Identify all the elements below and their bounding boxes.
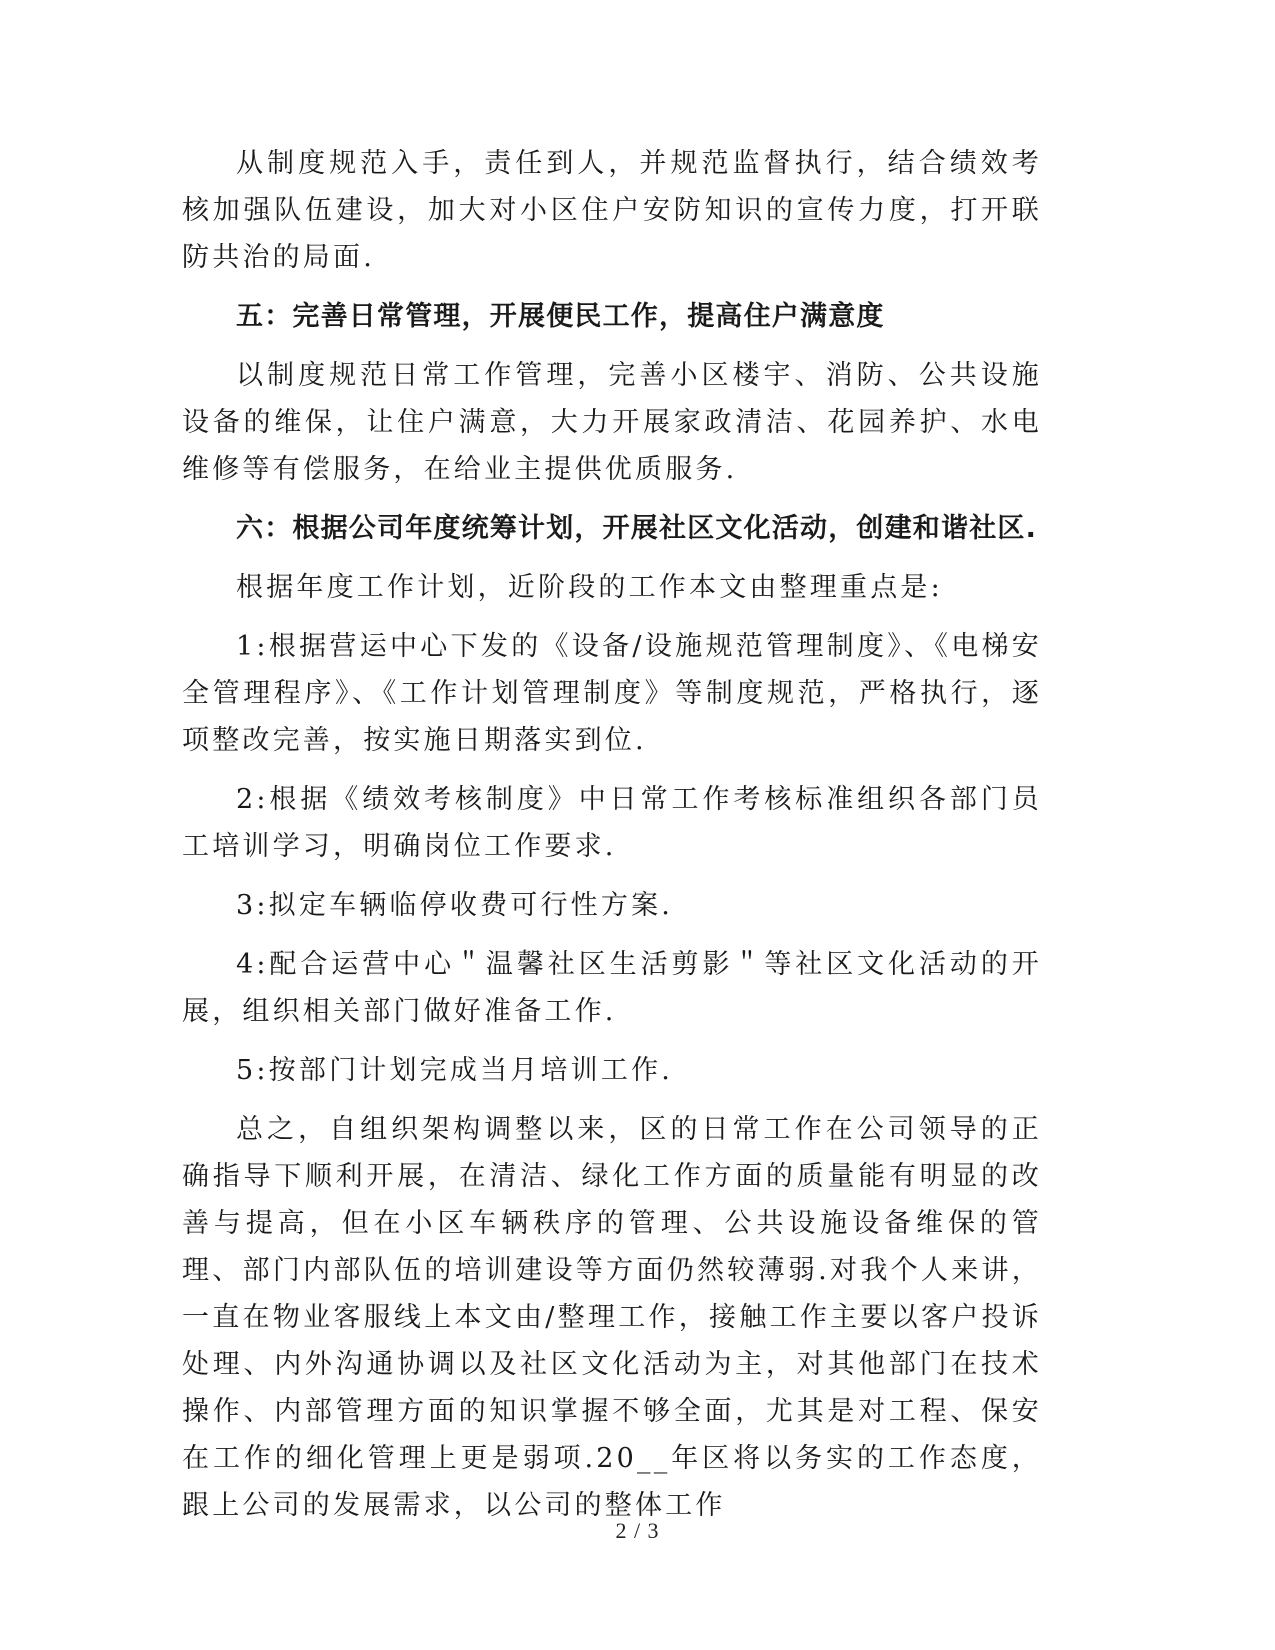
page-number: 2 / 3 [615,1518,660,1543]
document-body [182,140,1042,1541]
section-heading-six: 六：根据公司年度统筹计划，开展社区文化活动，创建和谐社区. [236,513,1038,544]
paragraph-security-measures: 从制度规范入手，责任到人，并规范监督执行，结合绩效考核加强队伍建设，加大对小区住户安防知识的宣传力度，打开联防共治的局面. [182,148,1042,273]
list-item-4: 4:配合运营中心＂温馨社区生活剪影＂等社区文化活动的开展，组织相关部门做好准备工作. [182,949,1042,1027]
section-heading-five: 五：完善日常管理，开展便民工作，提高住户满意度 [236,301,885,332]
list-item-2: 2:根据《绩效考核制度》中日常工作考核标准组织各部门员工培训学习，明确岗位工作要求. [182,784,1042,862]
paragraph-work-plan-intro: 根据年度工作计划，近阶段的工作本文由整理重点是: [236,572,943,603]
paragraph-summary: 总之，自组织架构调整以来，区的日常工作在公司领导的正确指导下顺利开展，在清洁、绿化工作方面的质量能有明显的改善与提高，但在小区车辆秩序的管理、公共设施设备维保的管理、部门内部队伍的培训建设等方面仍然较薄弱.对我个人来讲，一直在物业客服线上本文由/整理工作，接触工作主要以客户投诉处理、内外沟通协调以及社区文化活动为主，对其他部门在技术操作、内部管理方面的知识掌握不够全面，尤其是对工程、保安在工作的细化管理上更是弱项.20__年区将以务实的工作态度，跟上公司的发展需求，以公司的整体工作 [182,1114,1042,1521]
list-item-5: 5:按部门计划完成当月培训工作. [236,1055,674,1086]
list-item-3: 3:拟定车辆临停收费可行性方案. [236,890,674,921]
paragraph-daily-management: 以制度规范日常工作管理，完善小区楼宇、消防、公共设施设备的维保，让住户满意，大力开展家政清洁、花园养护、水电维修等有偿服务，在给业主提供优质服务. [182,360,1042,485]
list-item-1: 1:根据营运中心下发的《设备/设施规范管理制度》、《电梯安全管理程序》、《工作计划管理制度》等制度规范，严格执行，逐项整改完善，按实施日期落实到位. [182,631,1042,756]
